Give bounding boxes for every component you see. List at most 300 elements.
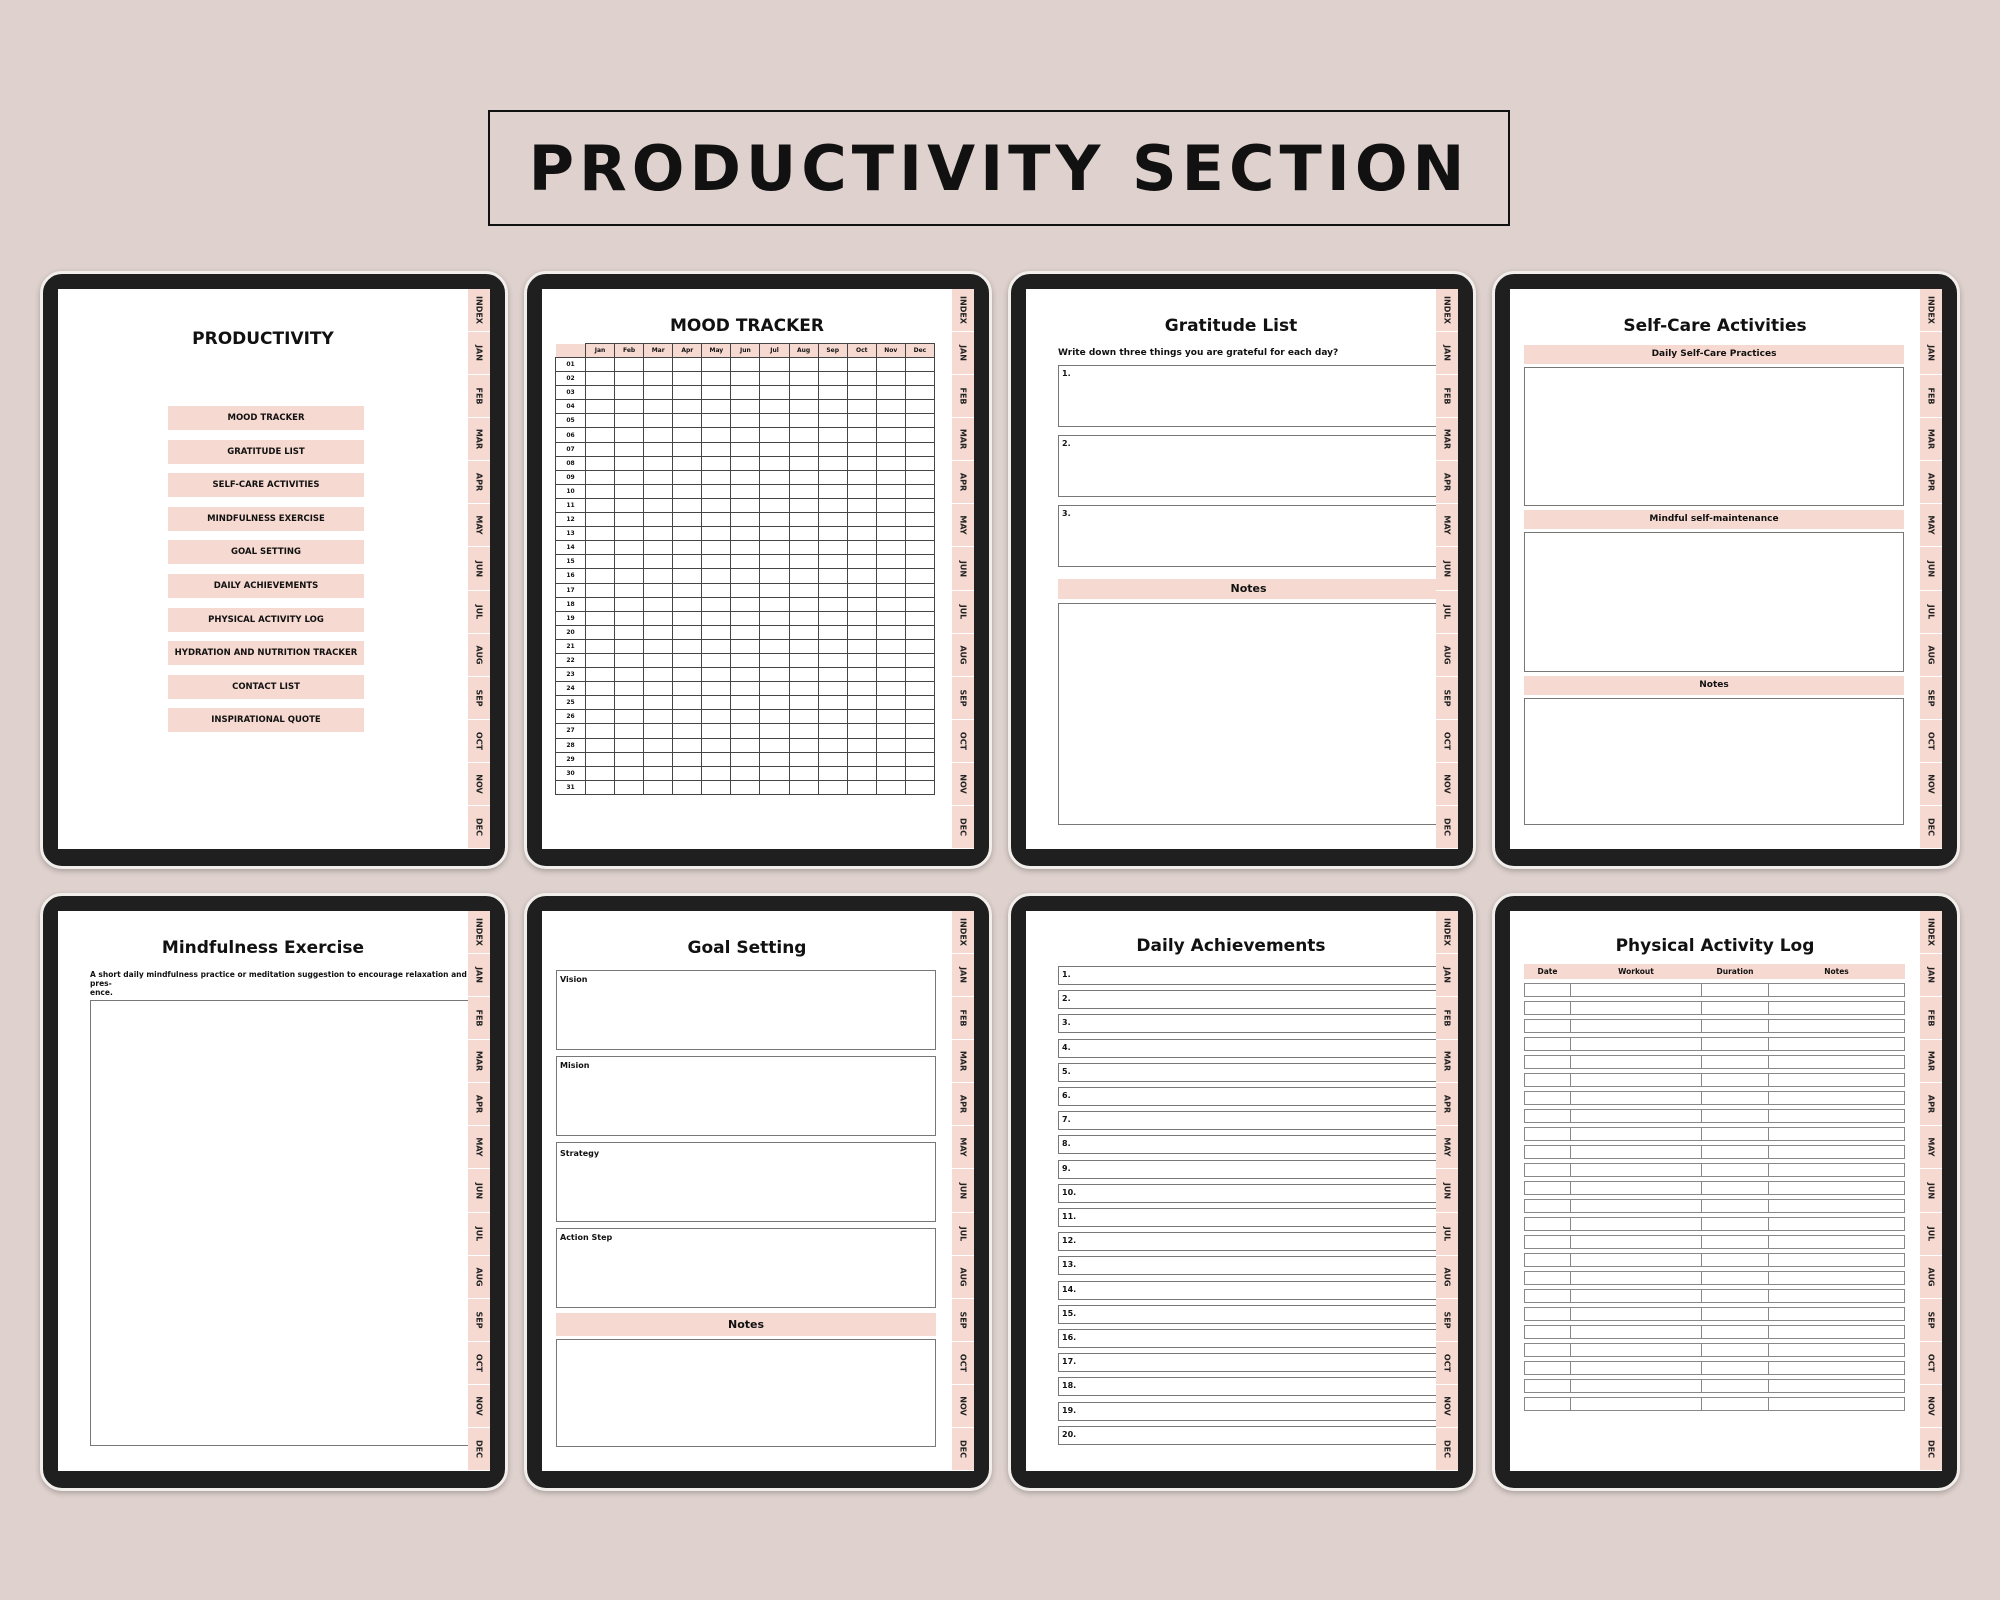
- tab-may[interactable]: [1436, 504, 1458, 547]
- mood-cell[interactable]: [644, 583, 673, 597]
- achievement-line[interactable]: 17.: [1058, 1353, 1439, 1372]
- activity-cell[interactable]: [1571, 1182, 1702, 1195]
- tab-may[interactable]: [468, 1126, 490, 1169]
- mood-cell[interactable]: [673, 696, 702, 710]
- mood-cell[interactable]: [644, 498, 673, 512]
- mood-cell[interactable]: [731, 583, 760, 597]
- mood-cell[interactable]: [586, 442, 615, 456]
- mood-cell[interactable]: [702, 597, 731, 611]
- mood-cell[interactable]: [702, 682, 731, 696]
- activity-cell[interactable]: [1525, 1200, 1571, 1213]
- mood-cell[interactable]: [731, 597, 760, 611]
- mood-cell[interactable]: [644, 625, 673, 639]
- tab-nov[interactable]: [1920, 1385, 1942, 1428]
- tab-nov[interactable]: [952, 763, 974, 806]
- mood-cell[interactable]: [644, 569, 673, 583]
- tab-may[interactable]: [468, 504, 490, 547]
- mood-cell[interactable]: [847, 456, 876, 470]
- tab-mar[interactable]: [468, 1040, 490, 1083]
- mood-cell[interactable]: [876, 752, 905, 766]
- activity-cell[interactable]: [1571, 1128, 1702, 1141]
- tab-jul[interactable]: [1920, 1213, 1942, 1256]
- mood-cell[interactable]: [673, 527, 702, 541]
- mood-cell[interactable]: [586, 766, 615, 780]
- mood-cell[interactable]: [818, 780, 847, 794]
- activity-cell[interactable]: [1769, 1038, 1905, 1051]
- mood-cell[interactable]: [789, 442, 818, 456]
- mood-cell[interactable]: [818, 442, 847, 456]
- goal-mision-box[interactable]: Mision: [556, 1056, 936, 1136]
- self-care-box[interactable]: [1524, 532, 1904, 672]
- tab-mar[interactable]: [1436, 1040, 1458, 1083]
- mood-cell[interactable]: [876, 386, 905, 400]
- tab-index[interactable]: [952, 911, 974, 954]
- mood-cell[interactable]: [847, 513, 876, 527]
- achievement-line[interactable]: 15.: [1058, 1305, 1439, 1324]
- tab-may[interactable]: [1436, 1126, 1458, 1169]
- mood-cell[interactable]: [789, 682, 818, 696]
- tab-dec[interactable]: [952, 1428, 974, 1471]
- mood-cell[interactable]: [615, 484, 644, 498]
- mood-cell[interactable]: [905, 513, 934, 527]
- activity-cell[interactable]: [1571, 1020, 1702, 1033]
- mood-cell[interactable]: [644, 710, 673, 724]
- activity-cell[interactable]: [1702, 1398, 1769, 1411]
- mood-cell[interactable]: [876, 611, 905, 625]
- activity-cell[interactable]: [1702, 1344, 1769, 1357]
- activity-cell[interactable]: [1769, 1200, 1905, 1213]
- activity-cell[interactable]: [1525, 1128, 1571, 1141]
- mood-cell[interactable]: [789, 428, 818, 442]
- tab-sep[interactable]: [1920, 1299, 1942, 1342]
- activity-cell[interactable]: [1702, 1002, 1769, 1015]
- index-link[interactable]: GRATITUDE LIST: [168, 440, 364, 464]
- mood-cell[interactable]: [673, 583, 702, 597]
- achievement-line[interactable]: 20.: [1058, 1426, 1439, 1445]
- mood-cell[interactable]: [702, 766, 731, 780]
- mood-cell[interactable]: [876, 639, 905, 653]
- mood-cell[interactable]: [644, 766, 673, 780]
- tab-index[interactable]: [1920, 911, 1942, 954]
- mood-cell[interactable]: [818, 724, 847, 738]
- tab-mar[interactable]: [468, 418, 490, 461]
- mood-cell[interactable]: [876, 696, 905, 710]
- index-link[interactable]: GOAL SETTING: [168, 540, 364, 564]
- activity-cell[interactable]: [1571, 984, 1702, 997]
- mood-cell[interactable]: [818, 400, 847, 414]
- tab-jun[interactable]: [468, 547, 490, 590]
- mood-cell[interactable]: [615, 498, 644, 512]
- mood-cell[interactable]: [673, 639, 702, 653]
- tab-oct[interactable]: [1920, 720, 1942, 763]
- mood-cell[interactable]: [847, 484, 876, 498]
- tab-oct[interactable]: [1436, 1342, 1458, 1385]
- mood-cell[interactable]: [876, 653, 905, 667]
- mood-cell[interactable]: [702, 513, 731, 527]
- mood-cell[interactable]: [586, 386, 615, 400]
- tab-jan[interactable]: [468, 954, 490, 997]
- activity-cell[interactable]: [1525, 1002, 1571, 1015]
- mood-cell[interactable]: [586, 682, 615, 696]
- mood-cell[interactable]: [760, 498, 789, 512]
- activity-cell[interactable]: [1525, 1218, 1571, 1231]
- mood-cell[interactable]: [876, 513, 905, 527]
- mood-cell[interactable]: [702, 484, 731, 498]
- activity-cell[interactable]: [1571, 1146, 1702, 1159]
- activity-cell[interactable]: [1525, 1398, 1571, 1411]
- mood-cell[interactable]: [702, 653, 731, 667]
- mood-cell[interactable]: [615, 555, 644, 569]
- tab-may[interactable]: [1920, 504, 1942, 547]
- tab-index[interactable]: [1436, 289, 1458, 332]
- tab-may[interactable]: [1920, 1126, 1942, 1169]
- index-link[interactable]: CONTACT LIST: [168, 675, 364, 699]
- mood-cell[interactable]: [615, 780, 644, 794]
- mood-cell[interactable]: [586, 428, 615, 442]
- tab-mar[interactable]: [952, 418, 974, 461]
- mood-cell[interactable]: [586, 752, 615, 766]
- mood-cell[interactable]: [789, 555, 818, 569]
- mood-cell[interactable]: [615, 428, 644, 442]
- mood-cell[interactable]: [905, 372, 934, 386]
- mood-cell[interactable]: [673, 611, 702, 625]
- activity-cell[interactable]: [1525, 1362, 1571, 1375]
- mood-cell[interactable]: [760, 696, 789, 710]
- mood-cell[interactable]: [702, 738, 731, 752]
- mood-cell[interactable]: [673, 625, 702, 639]
- mood-cell[interactable]: [789, 780, 818, 794]
- activity-cell[interactable]: [1769, 1290, 1905, 1303]
- mood-cell[interactable]: [702, 625, 731, 639]
- achievement-line[interactable]: 8.: [1058, 1135, 1439, 1154]
- tab-nov[interactable]: [1436, 763, 1458, 806]
- mood-cell[interactable]: [905, 611, 934, 625]
- tab-dec[interactable]: [468, 806, 490, 849]
- achievement-line[interactable]: 16.: [1058, 1329, 1439, 1348]
- mood-cell[interactable]: [905, 569, 934, 583]
- mood-cell[interactable]: [731, 386, 760, 400]
- tab-oct[interactable]: [1436, 720, 1458, 763]
- tab-dec[interactable]: [1920, 806, 1942, 849]
- mood-cell[interactable]: [731, 653, 760, 667]
- tab-apr[interactable]: [1920, 461, 1942, 504]
- mood-cell[interactable]: [789, 527, 818, 541]
- tab-sep[interactable]: [468, 1299, 490, 1342]
- mood-cell[interactable]: [644, 611, 673, 625]
- mood-cell[interactable]: [789, 738, 818, 752]
- tab-jul[interactable]: [468, 591, 490, 634]
- tab-apr[interactable]: [952, 461, 974, 504]
- mood-cell[interactable]: [586, 470, 615, 484]
- mood-cell[interactable]: [847, 470, 876, 484]
- mood-cell[interactable]: [615, 710, 644, 724]
- mood-cell[interactable]: [731, 442, 760, 456]
- mood-cell[interactable]: [905, 583, 934, 597]
- mood-cell[interactable]: [615, 442, 644, 456]
- mood-cell[interactable]: [876, 597, 905, 611]
- mood-cell[interactable]: [789, 484, 818, 498]
- mood-cell[interactable]: [615, 639, 644, 653]
- tab-jul[interactable]: [1920, 591, 1942, 634]
- mood-cell[interactable]: [876, 484, 905, 498]
- mood-cell[interactable]: [789, 639, 818, 653]
- mood-cell[interactable]: [905, 738, 934, 752]
- activity-cell[interactable]: [1702, 1200, 1769, 1213]
- mood-cell[interactable]: [818, 682, 847, 696]
- activity-cell[interactable]: [1769, 1074, 1905, 1087]
- mood-cell[interactable]: [876, 400, 905, 414]
- mood-cell[interactable]: [702, 470, 731, 484]
- mood-cell[interactable]: [760, 766, 789, 780]
- mood-cell[interactable]: [760, 583, 789, 597]
- mood-cell[interactable]: [731, 541, 760, 555]
- achievement-line[interactable]: 6.: [1058, 1087, 1439, 1106]
- mood-cell[interactable]: [847, 386, 876, 400]
- mood-cell[interactable]: [789, 414, 818, 428]
- mood-cell[interactable]: [702, 386, 731, 400]
- tab-mar[interactable]: [1436, 418, 1458, 461]
- mood-cell[interactable]: [673, 653, 702, 667]
- mood-cell[interactable]: [702, 428, 731, 442]
- mood-cell[interactable]: [847, 724, 876, 738]
- mood-cell[interactable]: [818, 625, 847, 639]
- mood-cell[interactable]: [731, 780, 760, 794]
- mood-cell[interactable]: [644, 597, 673, 611]
- mood-cell[interactable]: [818, 414, 847, 428]
- mood-cell[interactable]: [847, 541, 876, 555]
- mood-cell[interactable]: [731, 498, 760, 512]
- mood-cell[interactable]: [760, 484, 789, 498]
- mood-cell[interactable]: [760, 400, 789, 414]
- mood-cell[interactable]: [818, 470, 847, 484]
- mood-cell[interactable]: [673, 569, 702, 583]
- mood-cell[interactable]: [876, 414, 905, 428]
- mood-cell[interactable]: [702, 569, 731, 583]
- mood-cell[interactable]: [818, 668, 847, 682]
- tab-index[interactable]: [468, 289, 490, 332]
- activity-cell[interactable]: [1571, 1344, 1702, 1357]
- tab-sep[interactable]: [1436, 677, 1458, 720]
- activity-cell[interactable]: [1571, 1110, 1702, 1123]
- mood-cell[interactable]: [760, 527, 789, 541]
- mood-cell[interactable]: [644, 386, 673, 400]
- activity-cell[interactable]: [1702, 1308, 1769, 1321]
- mood-cell[interactable]: [905, 710, 934, 724]
- mood-cell[interactable]: [847, 653, 876, 667]
- tab-apr[interactable]: [1920, 1083, 1942, 1126]
- mood-cell[interactable]: [644, 470, 673, 484]
- mood-cell[interactable]: [615, 738, 644, 752]
- mood-cell[interactable]: [847, 442, 876, 456]
- tab-aug[interactable]: [1436, 634, 1458, 677]
- mood-cell[interactable]: [644, 555, 673, 569]
- mood-cell[interactable]: [644, 682, 673, 696]
- mood-cell[interactable]: [673, 470, 702, 484]
- mood-cell[interactable]: [818, 639, 847, 653]
- activity-cell[interactable]: [1525, 1020, 1571, 1033]
- mood-cell[interactable]: [905, 456, 934, 470]
- mood-cell[interactable]: [644, 428, 673, 442]
- activity-cell[interactable]: [1769, 1254, 1905, 1267]
- tab-aug[interactable]: [952, 634, 974, 677]
- mood-cell[interactable]: [818, 738, 847, 752]
- mood-cell[interactable]: [673, 428, 702, 442]
- mood-cell[interactable]: [905, 752, 934, 766]
- mood-cell[interactable]: [615, 358, 644, 372]
- notes-box[interactable]: [1058, 603, 1439, 825]
- mood-cell[interactable]: [760, 555, 789, 569]
- mood-cell[interactable]: [731, 470, 760, 484]
- activity-cell[interactable]: [1702, 1272, 1769, 1285]
- mood-cell[interactable]: [760, 372, 789, 386]
- mood-cell[interactable]: [760, 428, 789, 442]
- mood-cell[interactable]: [760, 442, 789, 456]
- mood-cell[interactable]: [615, 456, 644, 470]
- mood-cell[interactable]: [847, 625, 876, 639]
- mood-cell[interactable]: [818, 611, 847, 625]
- mood-cell[interactable]: [586, 639, 615, 653]
- mood-cell[interactable]: [847, 400, 876, 414]
- activity-cell[interactable]: [1702, 1056, 1769, 1069]
- mood-cell[interactable]: [615, 527, 644, 541]
- mood-cell[interactable]: [905, 780, 934, 794]
- notes-box[interactable]: [556, 1339, 936, 1447]
- mood-cell[interactable]: [586, 780, 615, 794]
- index-link[interactable]: DAILY ACHIEVEMENTS: [168, 574, 364, 598]
- mood-cell[interactable]: [789, 386, 818, 400]
- mood-cell[interactable]: [615, 625, 644, 639]
- activity-cell[interactable]: [1525, 1344, 1571, 1357]
- mood-cell[interactable]: [673, 513, 702, 527]
- mood-cell[interactable]: [789, 456, 818, 470]
- mood-cell[interactable]: [615, 569, 644, 583]
- mood-cell[interactable]: [760, 682, 789, 696]
- mood-cell[interactable]: [702, 724, 731, 738]
- mood-cell[interactable]: [905, 414, 934, 428]
- tab-nov[interactable]: [468, 1385, 490, 1428]
- mood-cell[interactable]: [847, 597, 876, 611]
- mood-cell[interactable]: [905, 724, 934, 738]
- mood-cell[interactable]: [905, 442, 934, 456]
- mood-cell[interactable]: [876, 428, 905, 442]
- mood-cell[interactable]: [586, 541, 615, 555]
- activity-cell[interactable]: [1769, 1326, 1905, 1339]
- mood-cell[interactable]: [644, 513, 673, 527]
- mood-cell[interactable]: [847, 752, 876, 766]
- mood-cell[interactable]: [586, 668, 615, 682]
- mood-cell[interactable]: [760, 752, 789, 766]
- mood-cell[interactable]: [731, 724, 760, 738]
- mood-cell[interactable]: [644, 541, 673, 555]
- mood-cell[interactable]: [847, 583, 876, 597]
- mood-cell[interactable]: [731, 668, 760, 682]
- mood-cell[interactable]: [905, 484, 934, 498]
- tab-jun[interactable]: [1920, 547, 1942, 590]
- mood-cell[interactable]: [731, 611, 760, 625]
- tab-jul[interactable]: [468, 1213, 490, 1256]
- mood-cell[interactable]: [702, 752, 731, 766]
- mood-cell[interactable]: [731, 752, 760, 766]
- tab-apr[interactable]: [468, 461, 490, 504]
- mood-cell[interactable]: [673, 668, 702, 682]
- tab-jul[interactable]: [952, 591, 974, 634]
- activity-cell[interactable]: [1525, 1146, 1571, 1159]
- activity-cell[interactable]: [1702, 1236, 1769, 1249]
- tab-sep[interactable]: [1920, 677, 1942, 720]
- tab-apr[interactable]: [468, 1083, 490, 1126]
- activity-cell[interactable]: [1525, 1182, 1571, 1195]
- mood-cell[interactable]: [876, 442, 905, 456]
- tab-sep[interactable]: [952, 1299, 974, 1342]
- tab-feb[interactable]: [1436, 375, 1458, 418]
- mood-cell[interactable]: [760, 414, 789, 428]
- mood-cell[interactable]: [818, 386, 847, 400]
- activity-cell[interactable]: [1702, 1020, 1769, 1033]
- mood-cell[interactable]: [905, 668, 934, 682]
- mood-cell[interactable]: [876, 583, 905, 597]
- mood-cell[interactable]: [818, 766, 847, 780]
- mood-cell[interactable]: [702, 555, 731, 569]
- mood-cell[interactable]: [818, 653, 847, 667]
- mood-cell[interactable]: [586, 653, 615, 667]
- mood-cell[interactable]: [586, 456, 615, 470]
- tab-jan[interactable]: [952, 954, 974, 997]
- goal-vision-box[interactable]: Vision: [556, 970, 936, 1050]
- mood-cell[interactable]: [818, 569, 847, 583]
- tab-aug[interactable]: [952, 1256, 974, 1299]
- mood-cell[interactable]: [586, 414, 615, 428]
- activity-cell[interactable]: [1525, 1164, 1571, 1177]
- mood-cell[interactable]: [876, 625, 905, 639]
- achievement-line[interactable]: 9.: [1058, 1160, 1439, 1179]
- mood-cell[interactable]: [644, 639, 673, 653]
- tab-mar[interactable]: [952, 1040, 974, 1083]
- mood-cell[interactable]: [731, 710, 760, 724]
- mood-cell[interactable]: [644, 372, 673, 386]
- activity-cell[interactable]: [1571, 1074, 1702, 1087]
- activity-cell[interactable]: [1571, 1398, 1702, 1411]
- mood-cell[interactable]: [847, 498, 876, 512]
- tab-feb[interactable]: [1436, 997, 1458, 1040]
- activity-cell[interactable]: [1769, 1308, 1905, 1321]
- mood-cell[interactable]: [760, 625, 789, 639]
- activity-cell[interactable]: [1571, 1038, 1702, 1051]
- mood-cell[interactable]: [586, 696, 615, 710]
- mood-cell[interactable]: [760, 569, 789, 583]
- mood-cell[interactable]: [789, 696, 818, 710]
- mood-cell[interactable]: [905, 653, 934, 667]
- activity-cell[interactable]: [1525, 1272, 1571, 1285]
- mood-cell[interactable]: [818, 752, 847, 766]
- mood-cell[interactable]: [673, 555, 702, 569]
- mood-cell[interactable]: [847, 569, 876, 583]
- tab-oct[interactable]: [1920, 1342, 1942, 1385]
- tab-jul[interactable]: [1436, 1213, 1458, 1256]
- activity-cell[interactable]: [1769, 1236, 1905, 1249]
- mood-cell[interactable]: [789, 583, 818, 597]
- activity-cell[interactable]: [1571, 1326, 1702, 1339]
- tab-dec[interactable]: [1436, 806, 1458, 849]
- mood-cell[interactable]: [615, 682, 644, 696]
- activity-cell[interactable]: [1525, 1038, 1571, 1051]
- tab-sep[interactable]: [1436, 1299, 1458, 1342]
- mood-cell[interactable]: [760, 513, 789, 527]
- mood-cell[interactable]: [847, 696, 876, 710]
- tab-dec[interactable]: [1920, 1428, 1942, 1471]
- self-care-box[interactable]: [1524, 367, 1904, 506]
- activity-cell[interactable]: [1769, 1218, 1905, 1231]
- mood-cell[interactable]: [615, 766, 644, 780]
